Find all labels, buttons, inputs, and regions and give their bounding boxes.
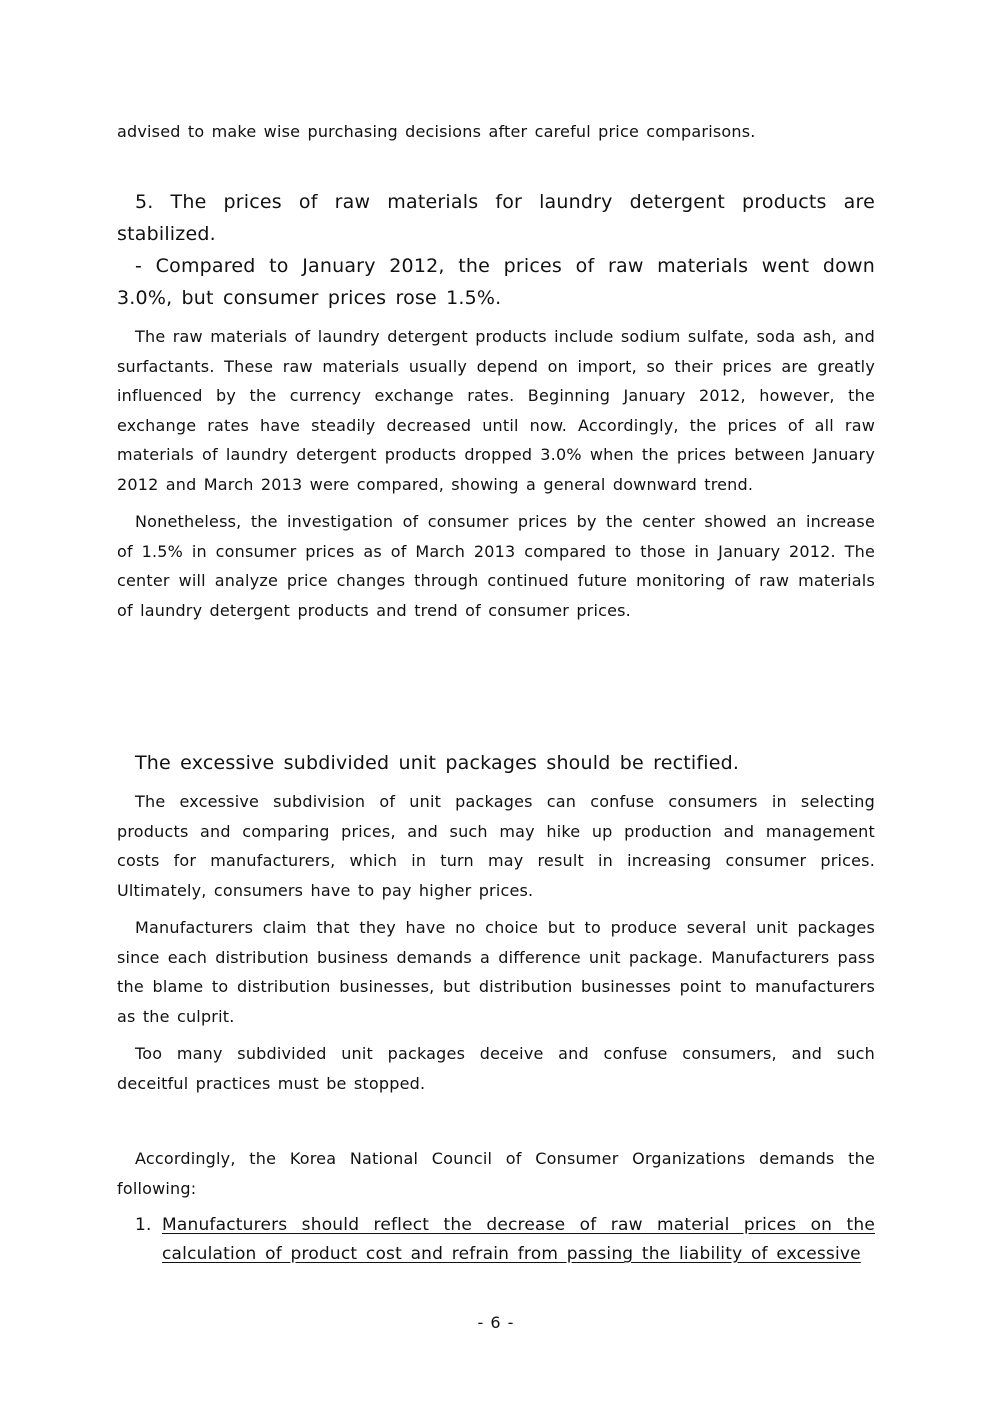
section-packages: [117, 747, 875, 1098]
demand-item-1-text: Manufacturers should reflect the decrease of raw material prices on the calculation of product cost and refrain from passing the liability of excessive: [162, 1215, 875, 1264]
demands-intro: Accordingly, the Korea National Council of Consumer Organizations demands the following:: [117, 1149, 875, 1198]
section-packages-paragraph-2: Manufacturers claim that they have no choice but to produce several unit packages since each distribution business demands a difference unit package. Manufacturers pass the blame to distribution businesses, but distribution businesses point to manufacturers as the culprit.: [117, 918, 875, 1026]
section-5-paragraph-2: Nonetheless, the investigation of consumer prices by the center showed an increase of 1.5% in consumer prices as of March 2013 compared to those in January 2012. The center will analyze price changes through continued future monitoring of raw materials of laundry detergent products and trend of consumer prices.: [117, 512, 875, 620]
section-5-subheading: - Compared to January 2012, the prices of raw materials went down 3.0%, but consumer prices rose 1.5%.: [117, 255, 875, 309]
intro-tail-paragraph: advised to make wise purchasing decisions after careful price comparisons.: [117, 122, 756, 141]
section-packages-paragraph-1: The excessive subdivision of unit packages can confuse consumers in selecting products and comparing prices, and such may hike up production and management costs for manufacturers, which in turn may result in increasing consumer prices. Ultimately, consumers have to pay higher prices.: [117, 792, 875, 900]
demand-item-1: [117, 1211, 875, 1269]
section-5: [117, 186, 875, 625]
section-5-heading: 5. The prices of raw materials for laundry detergent products are stabilized.: [117, 191, 875, 245]
page-number: - 6 -: [477, 1313, 515, 1332]
demand-item-1-number: 1.: [135, 1215, 152, 1235]
intro-tail-block: [117, 117, 875, 147]
demands-section: [117, 1144, 875, 1269]
section-packages-paragraph-3: Too many subdivided unit packages deceive and confuse consumers, and such deceitful practices must be stopped.: [117, 1044, 875, 1093]
section-packages-heading: The excessive subdivided unit packages should be rectified.: [135, 752, 740, 774]
section-5-paragraph-1: The raw materials of laundry detergent products include sodium sulfate, soda ash, and surfactants. These raw materials usually depend on import, so their prices are greatly influenced by the currency exchange rates. Beginning January 2012, however, the exchange rates have steadily decreased until now. Accordingly, the prices of all raw materials of laundry detergent products dropped 3.0% when the prices between January 2012 and March 2013 were compared, showing a general downward trend.: [117, 327, 875, 494]
